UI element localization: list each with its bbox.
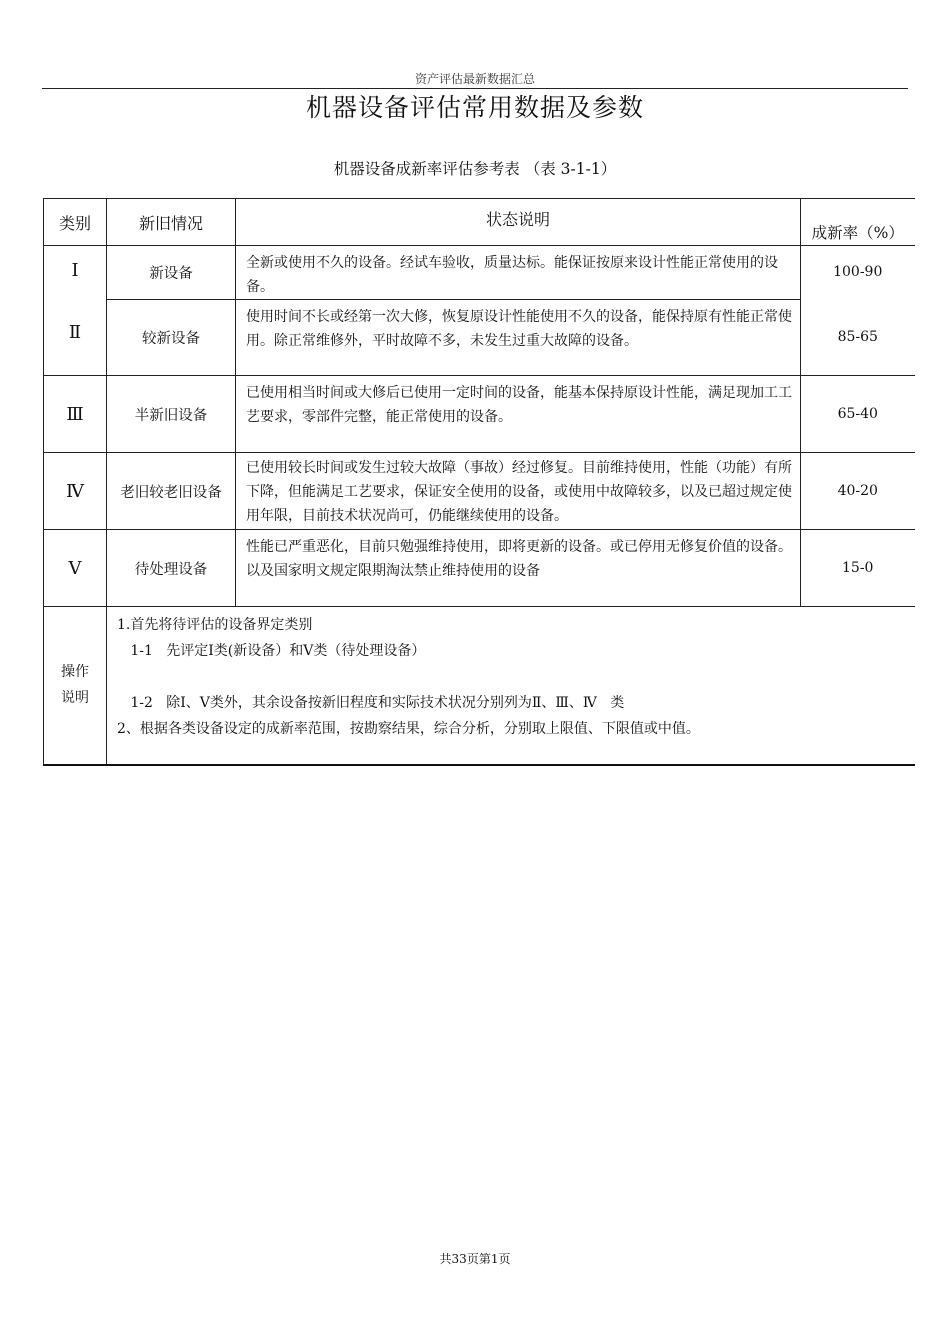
- notes-label-cell: [44, 607, 107, 765]
- notes-line: 1-2 除Ⅰ、Ⅴ类外，其余设备按新旧程度和实际技术状况分别列为Ⅱ、Ⅲ、Ⅳ 类: [117, 695, 625, 711]
- condition-cell: 新设备: [107, 246, 236, 300]
- table-row: [44, 530, 915, 607]
- category-label: Ⅴ: [68, 557, 82, 579]
- category-cell: [44, 530, 107, 607]
- depreciation-table-container: [43, 198, 914, 766]
- rate-cell: 15-0: [801, 530, 915, 607]
- page-title: 机器设备评估常用数据及参数: [305, 93, 644, 122]
- condition-cell: 老旧较老旧设备: [107, 453, 236, 530]
- rate-cell: 100-90: [801, 246, 915, 300]
- description-cell: 使用时间不长或经第一次大修，恢复原设计性能使用不久的设备，能保持原有性能正常使用。除正常维修外，平时故障不多，未发生过重大故障的设备。: [236, 300, 801, 376]
- description-cell: 全新或使用不久的设备。经试车验收，质量达标。能保证按原来设计性能正常使用的设备。: [236, 246, 801, 300]
- header-condition: 新旧情况: [107, 199, 236, 246]
- description-cell: 已使用相当时间或大修后已使用一定时间的设备，能基本保持原设计性能，满足现加工工艺要求，零部件完整，能正常使用的设备。: [236, 376, 801, 453]
- description-cell: 性能已严重恶化，目前只勉强维持使用，即将更新的设备。或已停用无修复价值的设备。以及国家明文规定限期淘汰禁止维持使用的设备: [236, 530, 801, 607]
- notes-spacer: [117, 664, 907, 690]
- category-label: Ⅳ: [66, 480, 84, 502]
- condition-cell: 较新设备: [107, 300, 236, 376]
- category-label: Ⅲ: [66, 403, 84, 425]
- header-rate: 成新率（%）: [801, 199, 915, 246]
- condition-cell: 待处理设备: [107, 530, 236, 607]
- notes-content-cell: [107, 607, 915, 765]
- page-footer: 共33页第1页: [439, 1252, 511, 1266]
- header-description: 状态说明: [236, 199, 801, 246]
- table-header-row: [44, 199, 915, 246]
- category-label: Ⅰ: [71, 260, 79, 281]
- rate-cell: 40-20: [801, 453, 915, 530]
- rate-cell: 85-65: [801, 300, 915, 376]
- notes-row: [44, 607, 915, 765]
- table-row: [44, 300, 915, 376]
- table-row: [44, 376, 915, 453]
- rate-cell: 65-40: [801, 376, 915, 453]
- category-cell: [44, 376, 107, 453]
- notes-label-line: 操作: [61, 664, 89, 681]
- notes-label-line: 说明: [61, 690, 89, 707]
- category-cell-merged: [44, 246, 107, 376]
- notes-line: 1.首先将待评估的设备界定类别: [117, 617, 313, 633]
- category-cell: [44, 453, 107, 530]
- table-row: [44, 246, 915, 300]
- description-cell: 已使用较长时间或发生过较大故障（事故）经过修复。目前维持使用，性能（功能）有所下降，但能满足工艺要求，保证安全使用的设备，或使用中故障较多，以及已超过规定使用年限，目前技术状况尚可，仍能继续使用的设备。: [236, 453, 801, 530]
- notes-line: 2、根据各类设备设定的成新率范围，按勘察结果，综合分析，分别取上限值、下限值或中值。: [117, 721, 700, 737]
- notes-line: 1-1 先评定Ⅰ类(新设备）和Ⅴ类（待处理设备）: [117, 643, 426, 659]
- depreciation-rate-table: [43, 198, 915, 766]
- header-category: 类别: [44, 199, 107, 246]
- table-row: [44, 453, 915, 530]
- condition-cell: 半新旧设备: [107, 376, 236, 453]
- category-label: Ⅱ: [68, 322, 82, 343]
- table-caption: 机器设备成新率评估参考表 （表 3-1-1）: [333, 160, 617, 178]
- running-header: 资产评估最新数据汇总: [414, 72, 535, 86]
